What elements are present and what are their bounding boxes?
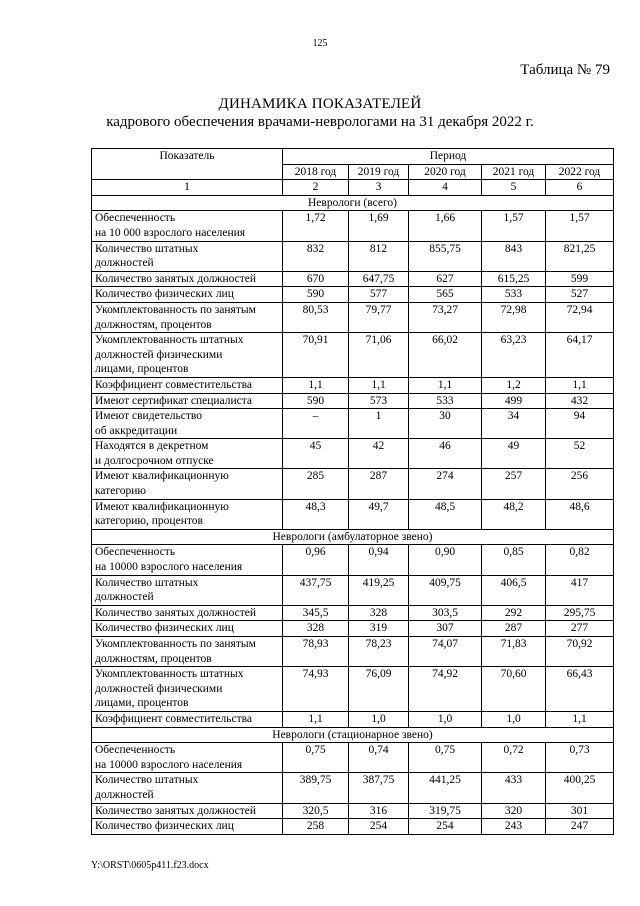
- staffing-table: [91, 148, 614, 835]
- header-year: 2019 год: [349, 164, 409, 180]
- value-cell: 0,96: [283, 545, 349, 575]
- value-cell: 599: [546, 271, 614, 287]
- value-cell: 307: [409, 621, 482, 637]
- value-cell: 527: [546, 287, 614, 303]
- table-row: [92, 287, 614, 303]
- value-cell: 34: [482, 409, 546, 439]
- value-cell: 277: [546, 621, 614, 637]
- value-cell: 74,92: [409, 667, 482, 712]
- value-cell: 94: [546, 409, 614, 439]
- value-cell: 821,25: [546, 241, 614, 271]
- value-cell: 48,5: [409, 499, 482, 529]
- value-cell: 843: [482, 241, 546, 271]
- table-row: [92, 409, 614, 439]
- title-line-1: ДИНАМИКА ПОКАЗАТЕЛЕЙ: [218, 96, 422, 112]
- header-year: 2021 год: [482, 164, 546, 180]
- value-cell: 1,0: [349, 711, 409, 727]
- table-row: [92, 711, 614, 727]
- row-label-line: категорию: [95, 485, 147, 498]
- row-label-line: должностей физическими: [95, 682, 223, 695]
- table-row: [92, 499, 614, 529]
- table-body: [92, 195, 614, 834]
- value-cell: 1,2: [482, 377, 546, 393]
- value-cell: 30: [409, 409, 482, 439]
- value-cell: 1,0: [482, 711, 546, 727]
- value-cell: 319,75: [409, 803, 482, 819]
- value-cell: 1,1: [283, 377, 349, 393]
- value-cell: 254: [349, 819, 409, 835]
- row-label: [92, 545, 283, 575]
- table-row: [92, 803, 614, 819]
- value-cell: 0,74: [349, 743, 409, 773]
- value-cell: 247: [546, 819, 614, 835]
- value-cell: 533: [409, 393, 482, 409]
- header-year: 2020 год: [409, 164, 482, 180]
- value-cell: 387,75: [349, 773, 409, 803]
- value-cell: 316: [349, 803, 409, 819]
- row-label-line: Укомплектованность по занятым: [95, 638, 256, 650]
- row-label-line: об аккредитации: [95, 424, 178, 437]
- value-cell: 70,60: [482, 667, 546, 712]
- table-row: [92, 377, 614, 393]
- value-cell: 256: [546, 469, 614, 499]
- value-cell: 80,53: [283, 302, 349, 332]
- row-label-line: на 10 000 взрослого населения: [95, 226, 246, 239]
- table-row: [92, 545, 614, 575]
- value-cell: 71,06: [349, 333, 409, 378]
- value-cell: 1,57: [482, 211, 546, 241]
- row-label-line: Коэффициент совместительства: [95, 378, 252, 391]
- table-row: [92, 211, 614, 241]
- row-label: [92, 773, 283, 803]
- row-label-line: Обеспеченность: [95, 744, 176, 757]
- row-label: [92, 377, 283, 393]
- section-row: [92, 529, 614, 545]
- value-cell: 301: [546, 803, 614, 819]
- value-cell: 328: [283, 621, 349, 637]
- table-row: [92, 439, 614, 469]
- section-title: Неврологи (всего): [92, 195, 614, 211]
- value-cell: 287: [349, 469, 409, 499]
- row-label: [92, 499, 283, 529]
- table-row: [92, 637, 614, 667]
- value-cell: 1,1: [283, 711, 349, 727]
- value-cell: 285: [283, 469, 349, 499]
- value-cell: 1,1: [546, 377, 614, 393]
- value-cell: 565: [409, 287, 482, 303]
- value-cell: 79,77: [349, 302, 409, 332]
- value-cell: 0,72: [482, 743, 546, 773]
- value-cell: 577: [349, 287, 409, 303]
- value-cell: 441,25: [409, 773, 482, 803]
- column-number: 2: [283, 180, 349, 196]
- value-cell: 64,17: [546, 333, 614, 378]
- table-row: [92, 393, 614, 409]
- value-cell: 406,5: [482, 575, 546, 605]
- value-cell: 71,83: [482, 637, 546, 667]
- row-label: [92, 575, 283, 605]
- value-cell: 274: [409, 469, 482, 499]
- row-label-line: Укомплектованность штатных: [95, 668, 244, 681]
- row-label-line: Количество физических лиц: [95, 622, 234, 635]
- row-label-line: Количество штатных: [95, 576, 199, 589]
- row-label: [92, 333, 283, 378]
- value-cell: 258: [283, 819, 349, 835]
- row-label-line: Имеют сертификат специалиста: [95, 394, 253, 407]
- value-cell: 72,94: [546, 302, 614, 332]
- value-cell: 670: [283, 271, 349, 287]
- table-caption: Таблица № 79: [520, 62, 610, 78]
- row-label-line: Количество штатных: [95, 242, 199, 255]
- value-cell: 0,73: [546, 743, 614, 773]
- row-label-line: Количество занятых должностей: [95, 606, 257, 619]
- value-cell: 63,23: [482, 333, 546, 378]
- value-cell: 48,3: [283, 499, 349, 529]
- table-row: [92, 333, 614, 378]
- value-cell: 409,75: [409, 575, 482, 605]
- value-cell: 74,93: [283, 667, 349, 712]
- value-cell: 855,75: [409, 241, 482, 271]
- table-row: [92, 773, 614, 803]
- value-cell: 78,93: [283, 637, 349, 667]
- value-cell: 1: [349, 409, 409, 439]
- value-cell: 433: [482, 773, 546, 803]
- header-indicator: Показатель: [92, 149, 283, 180]
- value-cell: 320,5: [283, 803, 349, 819]
- row-label-line: Количество физических лиц: [95, 820, 234, 833]
- value-cell: 70,91: [283, 333, 349, 378]
- title-line-2: кадрового обеспечения врачами-неврологами на 31 декабря 2022 г.: [106, 114, 534, 130]
- header-row-1: [92, 149, 614, 165]
- header-year: 2018 год: [283, 164, 349, 180]
- value-cell: 1,1: [409, 377, 482, 393]
- value-cell: 400,25: [546, 773, 614, 803]
- table-row: [92, 819, 614, 835]
- table-row: [92, 271, 614, 287]
- value-cell: 52: [546, 439, 614, 469]
- value-cell: 49: [482, 439, 546, 469]
- value-cell: –: [283, 409, 349, 439]
- value-cell: 257: [482, 469, 546, 499]
- row-label-line: Находятся в декретном: [95, 440, 209, 453]
- value-cell: 1,66: [409, 211, 482, 241]
- table-row: [92, 621, 614, 637]
- row-label: [92, 469, 283, 499]
- value-cell: 345,5: [283, 605, 349, 621]
- value-cell: 590: [283, 287, 349, 303]
- row-label-line: Количество занятых должностей: [95, 272, 257, 285]
- value-cell: 48,2: [482, 499, 546, 529]
- value-cell: 419,25: [349, 575, 409, 605]
- row-label-line: Обеспеченность: [95, 212, 176, 225]
- value-cell: 1,69: [349, 211, 409, 241]
- column-number: 1: [92, 180, 283, 196]
- value-cell: 417: [546, 575, 614, 605]
- value-cell: 0,82: [546, 545, 614, 575]
- row-label-line: должностям, процентов: [95, 318, 212, 331]
- header-year: 2022 год: [546, 164, 614, 180]
- value-cell: 254: [409, 819, 482, 835]
- row-label: [92, 211, 283, 241]
- row-label: [92, 711, 283, 727]
- row-label: [92, 667, 283, 712]
- row-label: [92, 287, 283, 303]
- value-cell: 74,07: [409, 637, 482, 667]
- row-label-line: Укомплектованность по занятым: [95, 303, 256, 316]
- row-label-line: должностей: [95, 591, 154, 604]
- row-label-line: Количество занятых должностей: [95, 804, 257, 817]
- value-cell: 46: [409, 439, 482, 469]
- value-cell: 0,75: [283, 743, 349, 773]
- value-cell: 49,7: [349, 499, 409, 529]
- section-row: [92, 195, 614, 211]
- value-cell: 70,92: [546, 637, 614, 667]
- table-row: [92, 743, 614, 773]
- value-cell: 615,25: [482, 271, 546, 287]
- header-row-numbers: [92, 180, 614, 196]
- row-label: [92, 241, 283, 271]
- value-cell: 590: [283, 393, 349, 409]
- row-label-line: Укомплектованность штатных: [95, 334, 244, 347]
- value-cell: 295,75: [546, 605, 614, 621]
- row-label: [92, 302, 283, 332]
- value-cell: 1,72: [283, 211, 349, 241]
- value-cell: 328: [349, 605, 409, 621]
- footer-file-path: Y:\ORST\0605p411.f23.docx: [91, 860, 209, 871]
- value-cell: 832: [283, 241, 349, 271]
- row-label-line: на 10000 взрослого населения: [95, 561, 243, 574]
- value-cell: 812: [349, 241, 409, 271]
- value-cell: 0,90: [409, 545, 482, 575]
- row-label: [92, 271, 283, 287]
- value-cell: 499: [482, 393, 546, 409]
- row-label-line: на 10000 взрослого населения: [95, 758, 243, 771]
- value-cell: 292: [482, 605, 546, 621]
- value-cell: 0,94: [349, 545, 409, 575]
- table-row: [92, 605, 614, 621]
- column-number: 3: [349, 180, 409, 196]
- value-cell: 432: [546, 393, 614, 409]
- row-label-line: Количество физических лиц: [95, 288, 234, 301]
- value-cell: 78,23: [349, 637, 409, 667]
- document-title: [0, 95, 640, 131]
- value-cell: 1,1: [546, 711, 614, 727]
- row-label-line: категорию, процентов: [95, 515, 203, 528]
- table-row: [92, 302, 614, 332]
- row-label-line: лицами, процентов: [95, 363, 189, 376]
- value-cell: 66,02: [409, 333, 482, 378]
- value-cell: 0,85: [482, 545, 546, 575]
- value-cell: 320: [482, 803, 546, 819]
- value-cell: 389,75: [283, 773, 349, 803]
- row-label-line: Имеют квалификационную: [95, 500, 229, 513]
- column-number: 4: [409, 180, 482, 196]
- row-label-line: должностей: [95, 788, 154, 801]
- row-label-line: лицами, процентов: [95, 697, 189, 710]
- row-label-line: Количество штатных: [95, 774, 199, 787]
- value-cell: 45: [283, 439, 349, 469]
- value-cell: 533: [482, 287, 546, 303]
- value-cell: 72,98: [482, 302, 546, 332]
- header-period: Период: [283, 149, 614, 165]
- value-cell: 76,09: [349, 667, 409, 712]
- row-label-line: и долгосрочном отпуске: [95, 454, 214, 467]
- value-cell: 319: [349, 621, 409, 637]
- value-cell: 243: [482, 819, 546, 835]
- table-row: [92, 667, 614, 712]
- section-title: Неврологи (амбулаторное звено): [92, 529, 614, 545]
- value-cell: 73,27: [409, 302, 482, 332]
- row-label-line: Коэффициент совместительства: [95, 712, 252, 725]
- table-row: [92, 469, 614, 499]
- row-label: [92, 621, 283, 637]
- column-number: 5: [482, 180, 546, 196]
- row-label: [92, 439, 283, 469]
- value-cell: 1,0: [409, 711, 482, 727]
- row-label: [92, 819, 283, 835]
- value-cell: 1,57: [546, 211, 614, 241]
- value-cell: 437,75: [283, 575, 349, 605]
- row-label: [92, 637, 283, 667]
- value-cell: 42: [349, 439, 409, 469]
- value-cell: 627: [409, 271, 482, 287]
- row-label: [92, 743, 283, 773]
- page-number: 125: [312, 38, 328, 49]
- row-label: [92, 605, 283, 621]
- section-title: Неврологи (стационарное звено): [92, 727, 614, 743]
- row-label-line: должностей физическими: [95, 348, 223, 361]
- row-label-line: Обеспеченность: [95, 546, 176, 559]
- value-cell: 573: [349, 393, 409, 409]
- row-label: [92, 409, 283, 439]
- table-row: [92, 575, 614, 605]
- table-row: [92, 241, 614, 271]
- row-label-line: Имеют квалификационную: [95, 470, 229, 483]
- row-label: [92, 803, 283, 819]
- value-cell: 647,75: [349, 271, 409, 287]
- value-cell: 287: [482, 621, 546, 637]
- row-label-line: должностям, процентов: [95, 652, 212, 665]
- column-number: 6: [546, 180, 614, 196]
- value-cell: 1,1: [349, 377, 409, 393]
- value-cell: 303,5: [409, 605, 482, 621]
- row-label-line: Имеют свидетельство: [95, 410, 203, 423]
- value-cell: 0,75: [409, 743, 482, 773]
- value-cell: 48,6: [546, 499, 614, 529]
- row-label: [92, 393, 283, 409]
- section-row: [92, 727, 614, 743]
- row-label-line: должностей: [95, 257, 154, 270]
- value-cell: 66,43: [546, 667, 614, 712]
